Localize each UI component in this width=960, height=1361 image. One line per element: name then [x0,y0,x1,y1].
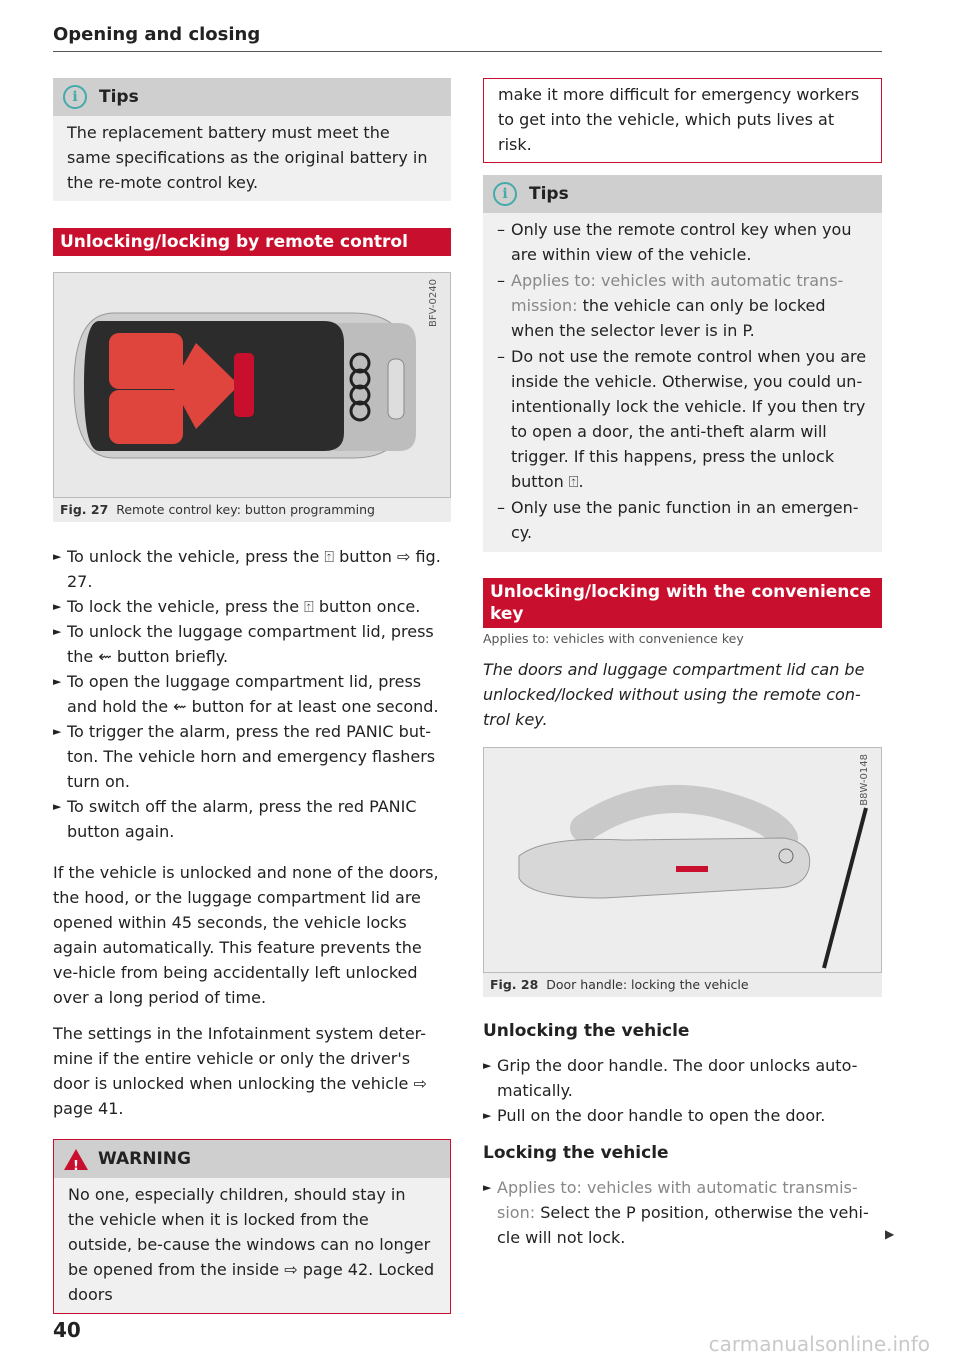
figure-caption-text: Door handle: locking the vehicle [546,977,749,992]
list-item: ► Grip the door handle. The door unlocks auto-matically. [483,1053,882,1103]
tips-list [497,217,868,545]
warning-continued [483,78,882,163]
figure-caption-text: Remote control key: button programming [116,502,375,517]
tips-title: Tips [529,183,569,204]
tips-box [483,175,882,552]
door-handle-illustration [484,748,882,972]
warning-box [53,1139,451,1314]
list-item: ► To unlock the luggage compartment lid, press the ⇜ button briefly. [53,619,451,669]
tips-box [53,78,451,201]
list-item: ► To open the luggage compartment lid, press and hold the ⇜ button for at least one second. [53,669,451,719]
list-item: ► To switch off the alarm, press the red PANIC button again. [53,794,451,844]
tips-title: Tips [99,86,139,107]
warning-title: WARNING [98,1148,191,1169]
figure-caption [483,973,882,997]
section-heading: Unlocking/locking with the convenience key [483,578,882,628]
figure-label: Fig. 27 [60,502,109,517]
figure-code: BFV-0240 [428,279,439,327]
steps-list [483,1053,882,1128]
warning-icon: ! [64,1149,88,1170]
figure-label: Fig. 28 [490,977,539,992]
page-number: 40 [53,1318,81,1342]
header-rule [53,51,882,52]
list-item: ► Pull on the door handle to open the door. [483,1103,882,1128]
list-item: ► Applies to: vehicles with automatic transmis-sion: Select the P position, otherwise the vehi-cle will not lock. [483,1175,882,1250]
list-item: ► To lock the vehicle, press the ⍐ button once. [53,594,451,619]
list-item: – Do not use the remote control when you are inside the vehicle. Otherwise, you could un-intentionally lock the vehicle. If you then try to open a door, the anti-theft alarm will trigger. If this happens, press the unlock button ⍐. [497,344,868,494]
warning-text: No one, especially children, should stay in the vehicle when it is locked from the outside, be-cause the windows can no longer be opened from the inside ⇨ page 42. Locked doors [68,1185,435,1304]
section-title: Opening and closing [53,24,261,45]
warning-continued-text: make it more difficult for emergency workers to get into the vehicle, which puts lives at risk. [498,85,860,154]
info-icon: i [493,182,517,206]
intro-text: The doors and luggage compartment lid can be unlocked/locked without using the remote con-trol key. [483,660,865,729]
tips-header [53,78,451,116]
figure-27 [53,272,451,498]
left-column [53,78,451,1314]
applies-note: Applies to: vehicles with convenience key [483,631,744,646]
continue-arrow-icon: ▶ [885,1227,895,1241]
figure-caption [53,498,451,522]
section-heading: Unlocking/locking by remote control [53,228,451,256]
list-item: – Only use the remote control key when you are within view of the vehicle. [497,217,868,267]
subheading: Unlocking the vehicle [483,1021,690,1041]
watermark: carmanualsonline.info [708,1332,930,1356]
right-column [483,78,882,1250]
tips-text: The replacement battery must meet the same specifications as the original battery in the re-mote control key. [67,123,428,192]
info-icon: i [63,85,87,109]
tips-header [483,175,882,213]
warning-header [54,1140,450,1178]
list-item: – Only use the panic function in an emergen-cy. [497,495,868,545]
figure-28 [483,747,882,973]
list-item: ► To trigger the alarm, press the red PANIC but-ton. The vehicle horn and emergency flashers turn on. [53,719,451,794]
figure-code: B8W-0148 [859,754,870,806]
remote-key-illustration [54,273,451,497]
steps-list [483,1175,882,1250]
paragraph: The settings in the Infotainment system deter-mine if the entire vehicle or only the driver's door is unlocked when unlocking the vehicle ⇨ page 41. [53,1024,427,1118]
subheading: Locking the vehicle [483,1143,669,1163]
steps-list [53,544,451,844]
list-item: – Applies to: vehicles with automatic trans-mission: the vehicle can only be locked when the selector lever is in P. [497,268,868,343]
list-item: ► To unlock the vehicle, press the ⍐ button ⇨ fig. 27. [53,544,451,594]
paragraph: If the vehicle is unlocked and none of the doors, the hood, or the luggage compartment lid are opened within 45 seconds, the vehicle locks again automatically. This feature prevents the ve-hicle from being accidentally left unlocked over a long period of time. [53,863,439,1007]
